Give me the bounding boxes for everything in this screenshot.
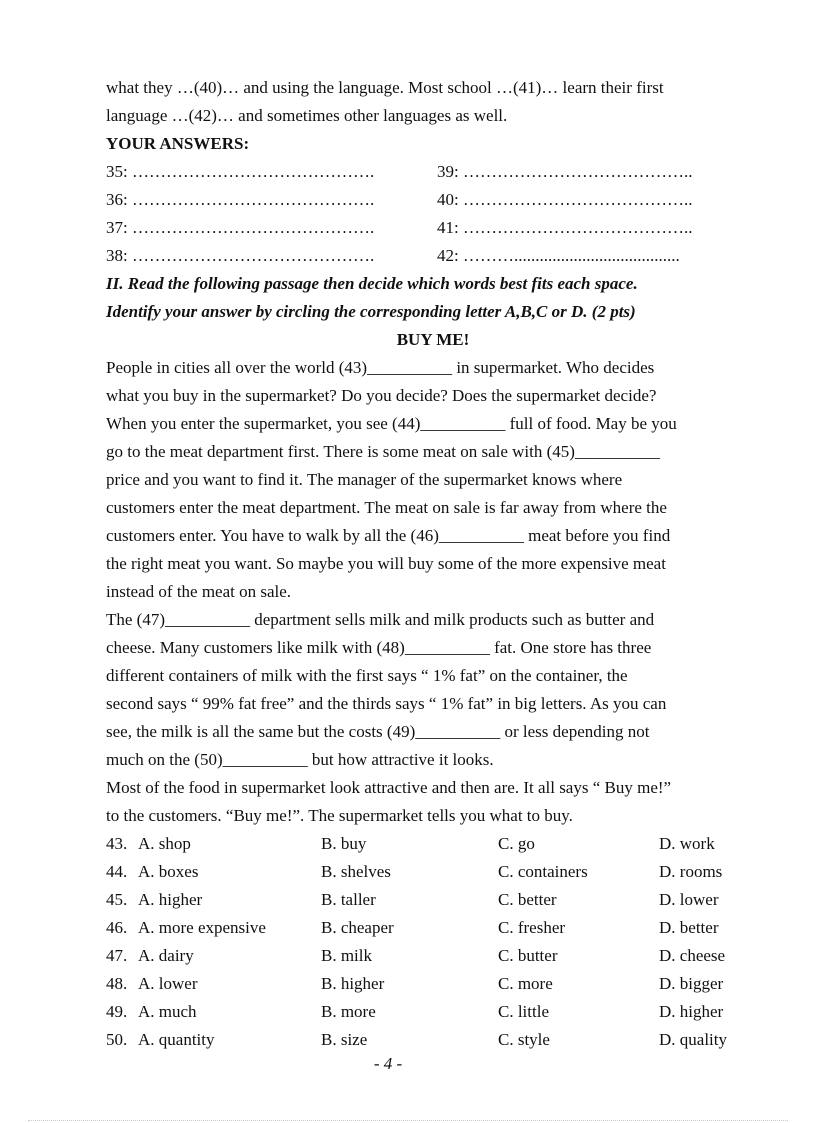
passage-line: second says “ 99% fat free” and the thirds says “ 1% fat” in big letters. As you can: [106, 694, 667, 713]
question-number: 45.: [106, 890, 128, 909]
option-c: C. little: [498, 1002, 549, 1021]
option-a: A. dairy: [138, 946, 194, 965]
answer-row: [106, 186, 760, 214]
answer-blank: 38: …………………………………….: [106, 246, 375, 265]
question-number: 46.: [106, 918, 128, 937]
passage-line: to the customers. “Buy me!”. The supermarket tells you what to buy.: [106, 806, 573, 825]
option-c: C. go: [498, 834, 535, 853]
question-number: 44.: [106, 862, 128, 881]
instruction-line: Identify your answer by circling the corresponding letter A,B,C or D. (2 pts): [106, 302, 636, 321]
passage-line: The (47)__________ department sells milk and milk products such as butter and: [106, 610, 655, 629]
option-b: B. cheaper: [321, 918, 394, 937]
answer-row: [106, 158, 760, 186]
answer-blank: 37: …………………………………….: [106, 218, 375, 237]
option-c: C. butter: [498, 946, 558, 965]
question-options: [106, 970, 760, 998]
passage-line: customers enter. You have to walk by all the (46)__________ meat before you find: [106, 526, 671, 545]
question-options: [106, 1026, 760, 1054]
question-options: [106, 858, 760, 886]
passage-line: instead of the meat on sale.: [106, 582, 292, 601]
question-number: 48.: [106, 974, 128, 993]
option-d: D. work: [659, 834, 715, 853]
option-d: D. better: [659, 918, 719, 937]
option-d: D. bigger: [659, 974, 724, 993]
passage-line: different containers of milk with the first says “ 1% fat” on the container, the: [106, 666, 628, 685]
option-a: A. higher: [138, 890, 203, 909]
option-a: A. quantity: [138, 1030, 215, 1049]
passage-line: Most of the food in supermarket look attractive and then are. It all says “ Buy me!”: [106, 778, 672, 797]
option-c: C. more: [498, 974, 553, 993]
answer-blank: 41: …………………………………..: [437, 218, 693, 237]
option-a: A. much: [138, 1002, 197, 1021]
passage-body: [106, 354, 760, 830]
answers-heading: YOUR ANSWERS:: [106, 134, 250, 153]
passage-line: see, the milk is all the same but the costs (49)__________ or less depending not: [106, 722, 650, 741]
passage-line: the right meat you want. So maybe you will buy some of the more expensive meat: [106, 554, 666, 573]
page-footer: [0, 1054, 816, 1074]
option-b: B. milk: [321, 946, 373, 965]
passage-line: go to the meat department first. There is some meat on sale with (45)__________: [106, 442, 660, 461]
option-d: D. cheese: [659, 946, 726, 965]
page-bottom-divider: [28, 1120, 788, 1121]
option-a: A. lower: [138, 974, 198, 993]
answer-table: [106, 158, 760, 270]
option-b: B. more: [321, 1002, 376, 1021]
question-options: [106, 830, 760, 858]
question-options: [106, 942, 760, 970]
section-instruction: [106, 270, 760, 326]
option-c: C. containers: [498, 862, 588, 881]
option-d: D. higher: [659, 1002, 724, 1021]
text-line: what they …(40)… and using the language. Most school …(41)… learn their first: [106, 78, 664, 97]
option-c: C. style: [498, 1030, 550, 1049]
option-c: C. fresher: [498, 918, 566, 937]
option-d: D. quality: [659, 1030, 727, 1049]
option-b: B. size: [321, 1030, 368, 1049]
page-number: - 4 -: [373, 1054, 403, 1073]
passage-continuation: [106, 74, 760, 130]
passage-line: People in cities all over the world (43)__________ in supermarket. Who decides: [106, 358, 655, 377]
answer-blank: 42: ……….......................................: [437, 246, 680, 265]
passage-line: When you enter the supermarket, you see (44)__________ full of food. May be you: [106, 414, 677, 433]
answer-blank: 36: …………………………………….: [106, 190, 375, 209]
question-number: 47.: [106, 946, 128, 965]
answer-row: [106, 242, 760, 270]
option-b: B. shelves: [321, 862, 391, 881]
option-b: B. higher: [321, 974, 385, 993]
answer-blank: 40: …………………………………..: [437, 190, 693, 209]
passage-line: customers enter the meat department. The meat on sale is far away from where the: [106, 498, 667, 517]
answer-blank: 35: …………………………………….: [106, 162, 375, 181]
passage-line: much on the (50)__________ but how attractive it looks.: [106, 750, 494, 769]
passage-line: what you buy in the supermarket? Do you decide? Does the supermarket decide?: [106, 386, 657, 405]
option-d: D. rooms: [659, 862, 723, 881]
answer-blank: 39: …………………………………..: [437, 162, 693, 181]
option-c: C. better: [498, 890, 557, 909]
instruction-line: II. Read the following passage then decide which words best fits each space.: [106, 274, 638, 293]
answer-row: [106, 214, 760, 242]
option-b: B. buy: [321, 834, 367, 853]
text-line: language …(42)… and sometimes other languages as well.: [106, 106, 508, 125]
option-d: D. lower: [659, 890, 719, 909]
passage-title: BUY ME!: [396, 330, 470, 349]
question-options: [106, 998, 760, 1026]
document-page: [106, 74, 760, 1054]
question-options: [106, 886, 760, 914]
question-number: 49.: [106, 1002, 128, 1021]
option-a: A. boxes: [138, 862, 199, 881]
option-a: A. shop: [138, 834, 191, 853]
question-number: 43.: [106, 834, 128, 853]
option-b: B. taller: [321, 890, 376, 909]
options-list: [106, 830, 760, 1054]
question-options: [106, 914, 760, 942]
question-number: 50.: [106, 1030, 128, 1049]
option-a: A. more expensive: [138, 918, 266, 937]
passage-line: cheese. Many customers like milk with (48)__________ fat. One store has three: [106, 638, 652, 657]
passage-line: price and you want to find it. The manager of the supermarket knows where: [106, 470, 623, 489]
